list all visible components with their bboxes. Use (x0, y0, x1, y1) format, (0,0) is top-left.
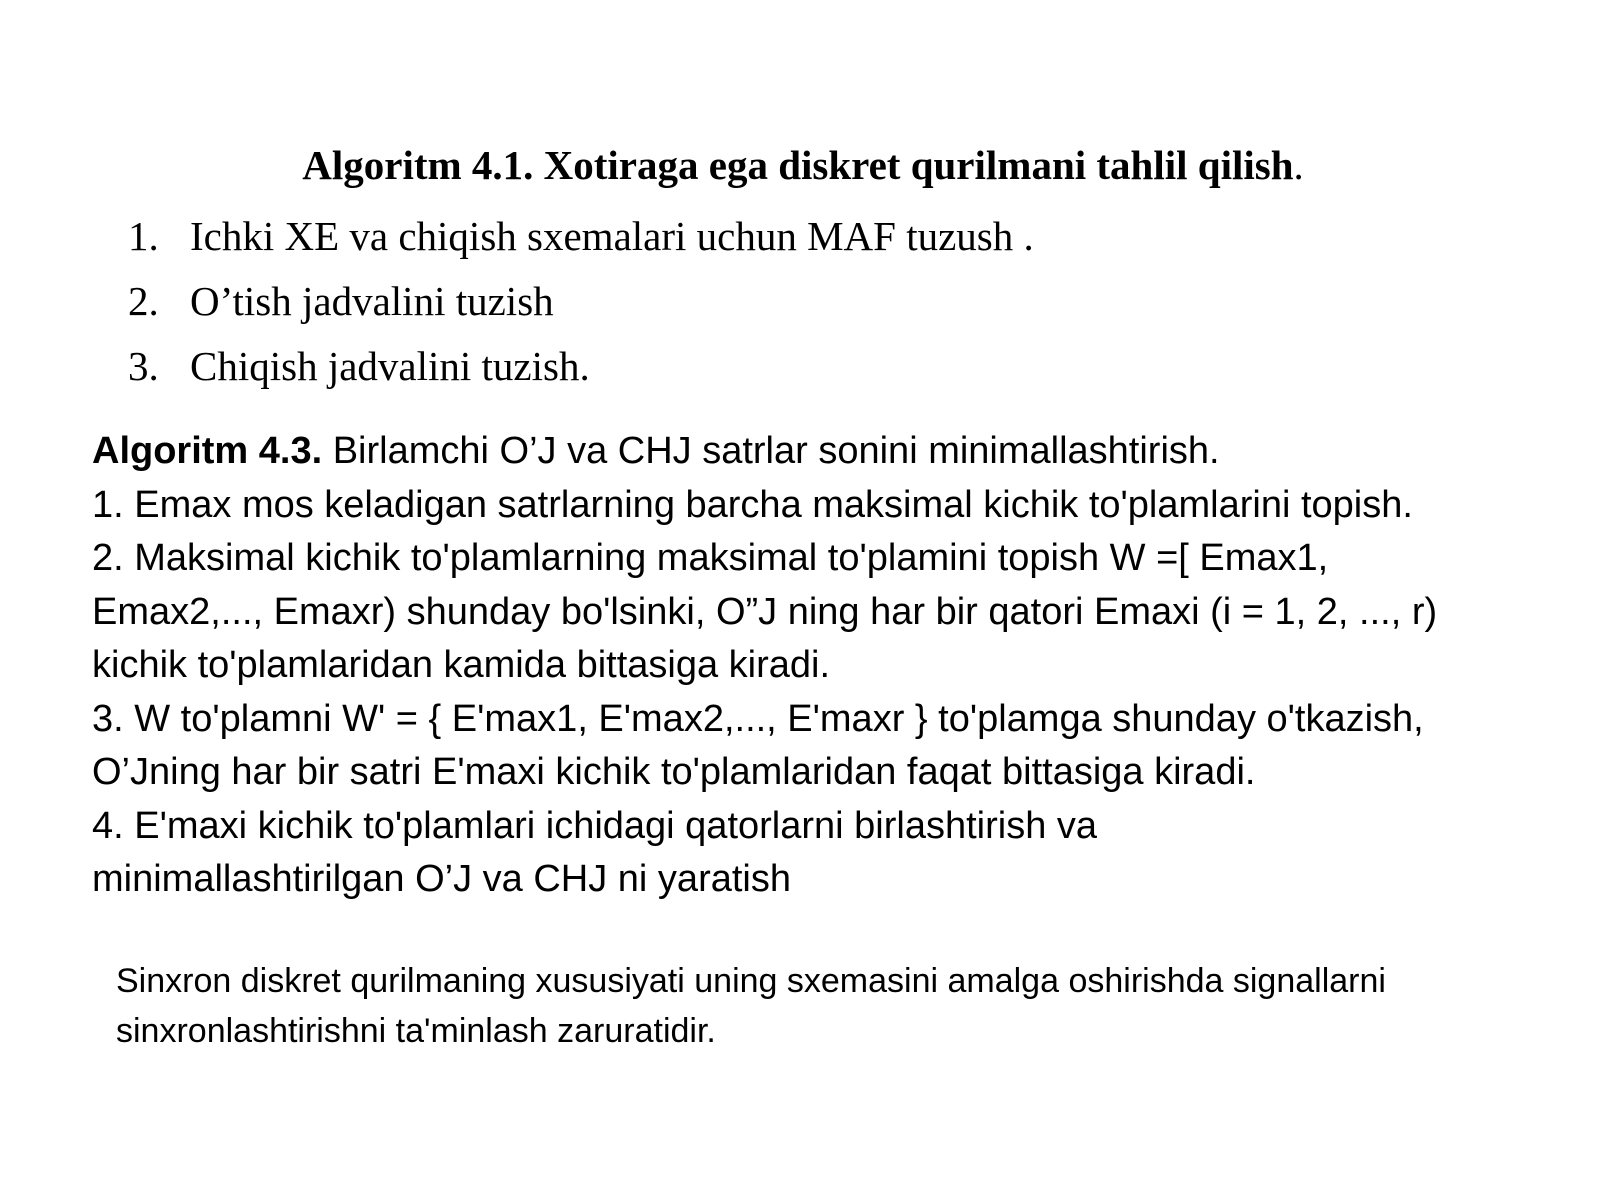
algorithm-4-3-title-bold: Algoritm 4.3. (92, 430, 323, 472)
step-text: Chiqish jadvalini tuzish. (190, 343, 590, 389)
step-number: 3. (128, 343, 159, 389)
step-number: 1. (128, 213, 159, 259)
algorithm-4-3-title-rest: Birlamchi O’J va CHJ satrlar sonini minimallashtirish. (322, 430, 1220, 472)
sync-note-line: sinxronlashtirishni ta'minlash zaruratidir. (116, 1012, 716, 1050)
algorithm-4-3-line: 3. W to'plamni W' = { E'max1, E'max2,..., E'maxr } to'plamga shunday o'tkazish, (92, 697, 1424, 740)
algorithm-4-3-section (92, 425, 1532, 907)
algorithm-4-1-title-bold: Algoritm 4.1. Xotiraga ega diskret qurilmani tahlil qilish (302, 142, 1294, 188)
algorithm-4-3-line: O’Jning har bir satri E'maxi kichik to'plamlaridan faqat bittasiga kiradi. (92, 751, 1256, 793)
step-number: 2. (128, 278, 159, 324)
algorithm-4-1-title (0, 140, 1600, 190)
algorithm-4-3-line: kichik to'plamlaridan kamida bittasiga kiradi. (92, 644, 831, 686)
algorithm-4-1-step (0, 269, 1600, 334)
algorithm-4-1-step (0, 334, 1600, 399)
algorithm-4-3-line: 1. Emax mos keladigan satrlarning barcha maksimal kichik to'plamlarini topish. (92, 483, 1413, 526)
algorithm-4-3-line: Emax2,..., Emaxr) shunday bo'lsinki, O”J ning har bir qatori Emaxi (i = 1, 2, ..., r) (92, 590, 1438, 633)
algorithm-4-1-step (0, 204, 1600, 269)
algorithm-4-3-line: minimallashtirilgan O’J va CHJ ni yaratish (92, 858, 791, 900)
sync-note (116, 956, 1536, 1056)
step-text: Ichki XE va chiqish sxemalari uchun MAF tuzush . (190, 213, 1034, 259)
algorithm-4-1-title-end: . (1293, 142, 1304, 188)
algorithm-4-1-section (0, 140, 1600, 399)
algorithm-4-3-title (92, 425, 1532, 479)
sync-note-line: Sinxron diskret qurilmaning xususiyati uning sxemasini amalga oshirishda signallarni (116, 962, 1386, 1000)
step-text: O’tish jadvalini tuzish (190, 278, 554, 324)
algorithm-4-1-steps (0, 204, 1600, 399)
algorithm-4-3-line: 2. Maksimal kichik to'plamlarning maksimal to'plamini topish W =[ Emax1, (92, 537, 1329, 579)
algorithm-4-3-line: 4. E'maxi kichik to'plamlari ichidagi qatorlarni birlashtirish va (92, 804, 1098, 847)
